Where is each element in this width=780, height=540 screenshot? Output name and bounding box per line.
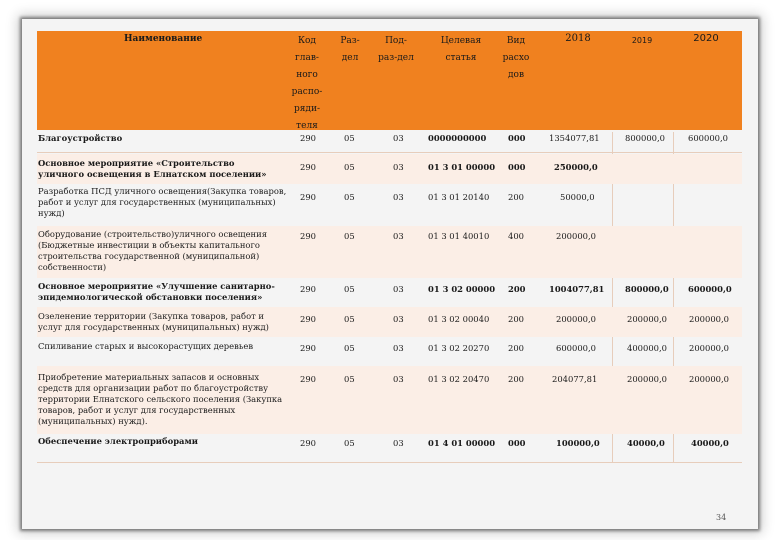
row-2020: 600000,0 bbox=[688, 284, 732, 294]
row-code: 290 bbox=[300, 343, 316, 353]
row-name: Приобретение материальных запасов и основных средств для организации работ по благоустройству территории Елнатского сельского поселения (Закупка товаров, работ и услуг для государственных (муниципальных) нужд). bbox=[38, 372, 283, 426]
row-code: 290 bbox=[300, 133, 316, 143]
row-vid: 200 bbox=[508, 374, 524, 384]
header-podrazdel: Под- раз-дел bbox=[378, 36, 414, 63]
row-podrazdel: 03 bbox=[393, 162, 404, 172]
row-code: 290 bbox=[300, 192, 316, 202]
header-vid: Вид расхо дов bbox=[502, 36, 530, 80]
row-2018: 600000,0 bbox=[556, 343, 596, 353]
row-target: 01 3 02 00000 bbox=[428, 284, 496, 294]
row-2019: 200000,0 bbox=[627, 374, 667, 384]
row-2018: 250000,0 bbox=[554, 162, 598, 172]
row-2018: 200000,0 bbox=[556, 231, 596, 241]
row-2018: 1354077,81 bbox=[549, 133, 600, 143]
row-name: Спиливание старых и высокорастущих деревьев bbox=[38, 341, 254, 351]
row-name: Основное мероприятие «Улучшение санитарно-эпидемиологической обстановки поселения» bbox=[38, 281, 275, 302]
row-code: 290 bbox=[300, 231, 316, 241]
row-podrazdel: 03 bbox=[393, 192, 404, 202]
row-vid: 200 bbox=[508, 192, 524, 202]
row-target: 01 3 01 00000 bbox=[428, 162, 496, 172]
row-vid: 200 bbox=[508, 284, 526, 294]
row-target: 01 3 01 40010 bbox=[428, 231, 490, 241]
row-code: 290 bbox=[300, 374, 316, 384]
row-target: 01 3 02 00040 bbox=[428, 314, 490, 324]
header-target: Целевая статья bbox=[440, 36, 482, 63]
row-2019: 200000,0 bbox=[627, 314, 667, 324]
row-target: 01 4 01 00000 bbox=[428, 438, 496, 448]
row-2019: 400000,0 bbox=[627, 343, 667, 353]
row-razdel: 05 bbox=[344, 314, 355, 324]
header-razdel: Раз- дел bbox=[340, 36, 360, 63]
row-razdel: 05 bbox=[344, 192, 355, 202]
row-razdel: 05 bbox=[344, 231, 355, 241]
row-vid: 400 bbox=[508, 231, 524, 241]
row-2020: 40000,0 bbox=[691, 438, 729, 448]
row-2019: 40000,0 bbox=[627, 438, 665, 448]
row-2019: 800000,0 bbox=[625, 284, 669, 294]
row-vid: 200 bbox=[508, 343, 524, 353]
row-target: 0000000000 bbox=[428, 133, 487, 143]
row-name: Разработка ПСД уличного освещения(Закупка товаров, работ и услуг для государственных (муниципальных) нужд) bbox=[38, 186, 287, 218]
row-2020: 600000,0 bbox=[688, 133, 728, 143]
row-podrazdel: 03 bbox=[393, 284, 404, 294]
row-divider bbox=[37, 152, 742, 153]
row-razdel: 05 bbox=[344, 343, 355, 353]
row-podrazdel: 03 bbox=[393, 133, 404, 143]
row-podrazdel: 03 bbox=[393, 343, 404, 353]
row-razdel: 05 bbox=[344, 284, 355, 294]
row-name: Основное мероприятие «Строительство уличного освещения в Елнатском поселении» bbox=[38, 158, 267, 179]
table-bottom-line bbox=[37, 462, 742, 463]
row-razdel: 05 bbox=[344, 133, 355, 143]
row-podrazdel: 03 bbox=[393, 438, 404, 448]
row-vid: 000 bbox=[508, 133, 526, 143]
row-2018: 1004077,81 bbox=[549, 284, 605, 294]
row-vid: 000 bbox=[508, 162, 526, 172]
row-code: 290 bbox=[300, 284, 316, 294]
row-podrazdel: 03 bbox=[393, 374, 404, 384]
row-2020: 200000,0 bbox=[689, 314, 729, 324]
row-razdel: 05 bbox=[344, 438, 355, 448]
row-podrazdel: 03 bbox=[393, 231, 404, 241]
row-name: Озеленение территории (Закупка товаров, работ и услуг для государственных (муниципальных) нужд) bbox=[38, 311, 269, 332]
row-name: Обеспечение электроприборами bbox=[38, 436, 198, 446]
row-2020: 200000,0 bbox=[689, 374, 729, 384]
row-vid: 000 bbox=[508, 438, 526, 448]
row-2018: 204077,81 bbox=[552, 374, 598, 384]
row-target: 01 3 02 20470 bbox=[428, 374, 490, 384]
row-code: 290 bbox=[300, 162, 316, 172]
header-2018: 2018 bbox=[565, 33, 591, 44]
row-2018: 100000,0 bbox=[556, 438, 600, 448]
header-2020: 2020 bbox=[693, 33, 719, 44]
row-2018: 200000,0 bbox=[556, 314, 596, 324]
row-code: 290 bbox=[300, 438, 316, 448]
row-code: 290 bbox=[300, 314, 316, 324]
header-name: Наименование bbox=[124, 34, 203, 44]
page-number: 34 bbox=[716, 513, 727, 522]
row-target: 01 3 01 20140 bbox=[428, 192, 490, 202]
row-target: 01 3 02 20270 bbox=[428, 343, 490, 353]
row-2018: 50000,0 bbox=[560, 192, 595, 202]
header-code: Код глав- ного распо- ряди- теля bbox=[291, 36, 323, 131]
row-podrazdel: 03 bbox=[393, 314, 404, 324]
row-2019: 800000,0 bbox=[625, 133, 665, 143]
row-name: Оборудование (строительство)уличного освещения (Бюджетные инвестиции в объекты капитального строительства государственной (муниципальной) собственности) bbox=[38, 229, 267, 272]
row-razdel: 05 bbox=[344, 162, 355, 172]
row-name: Благоустройство bbox=[38, 133, 123, 143]
header-2019: 2019 bbox=[631, 36, 653, 45]
row-vid: 200 bbox=[508, 314, 524, 324]
row-razdel: 05 bbox=[344, 374, 355, 384]
row-2020: 200000,0 bbox=[689, 343, 729, 353]
